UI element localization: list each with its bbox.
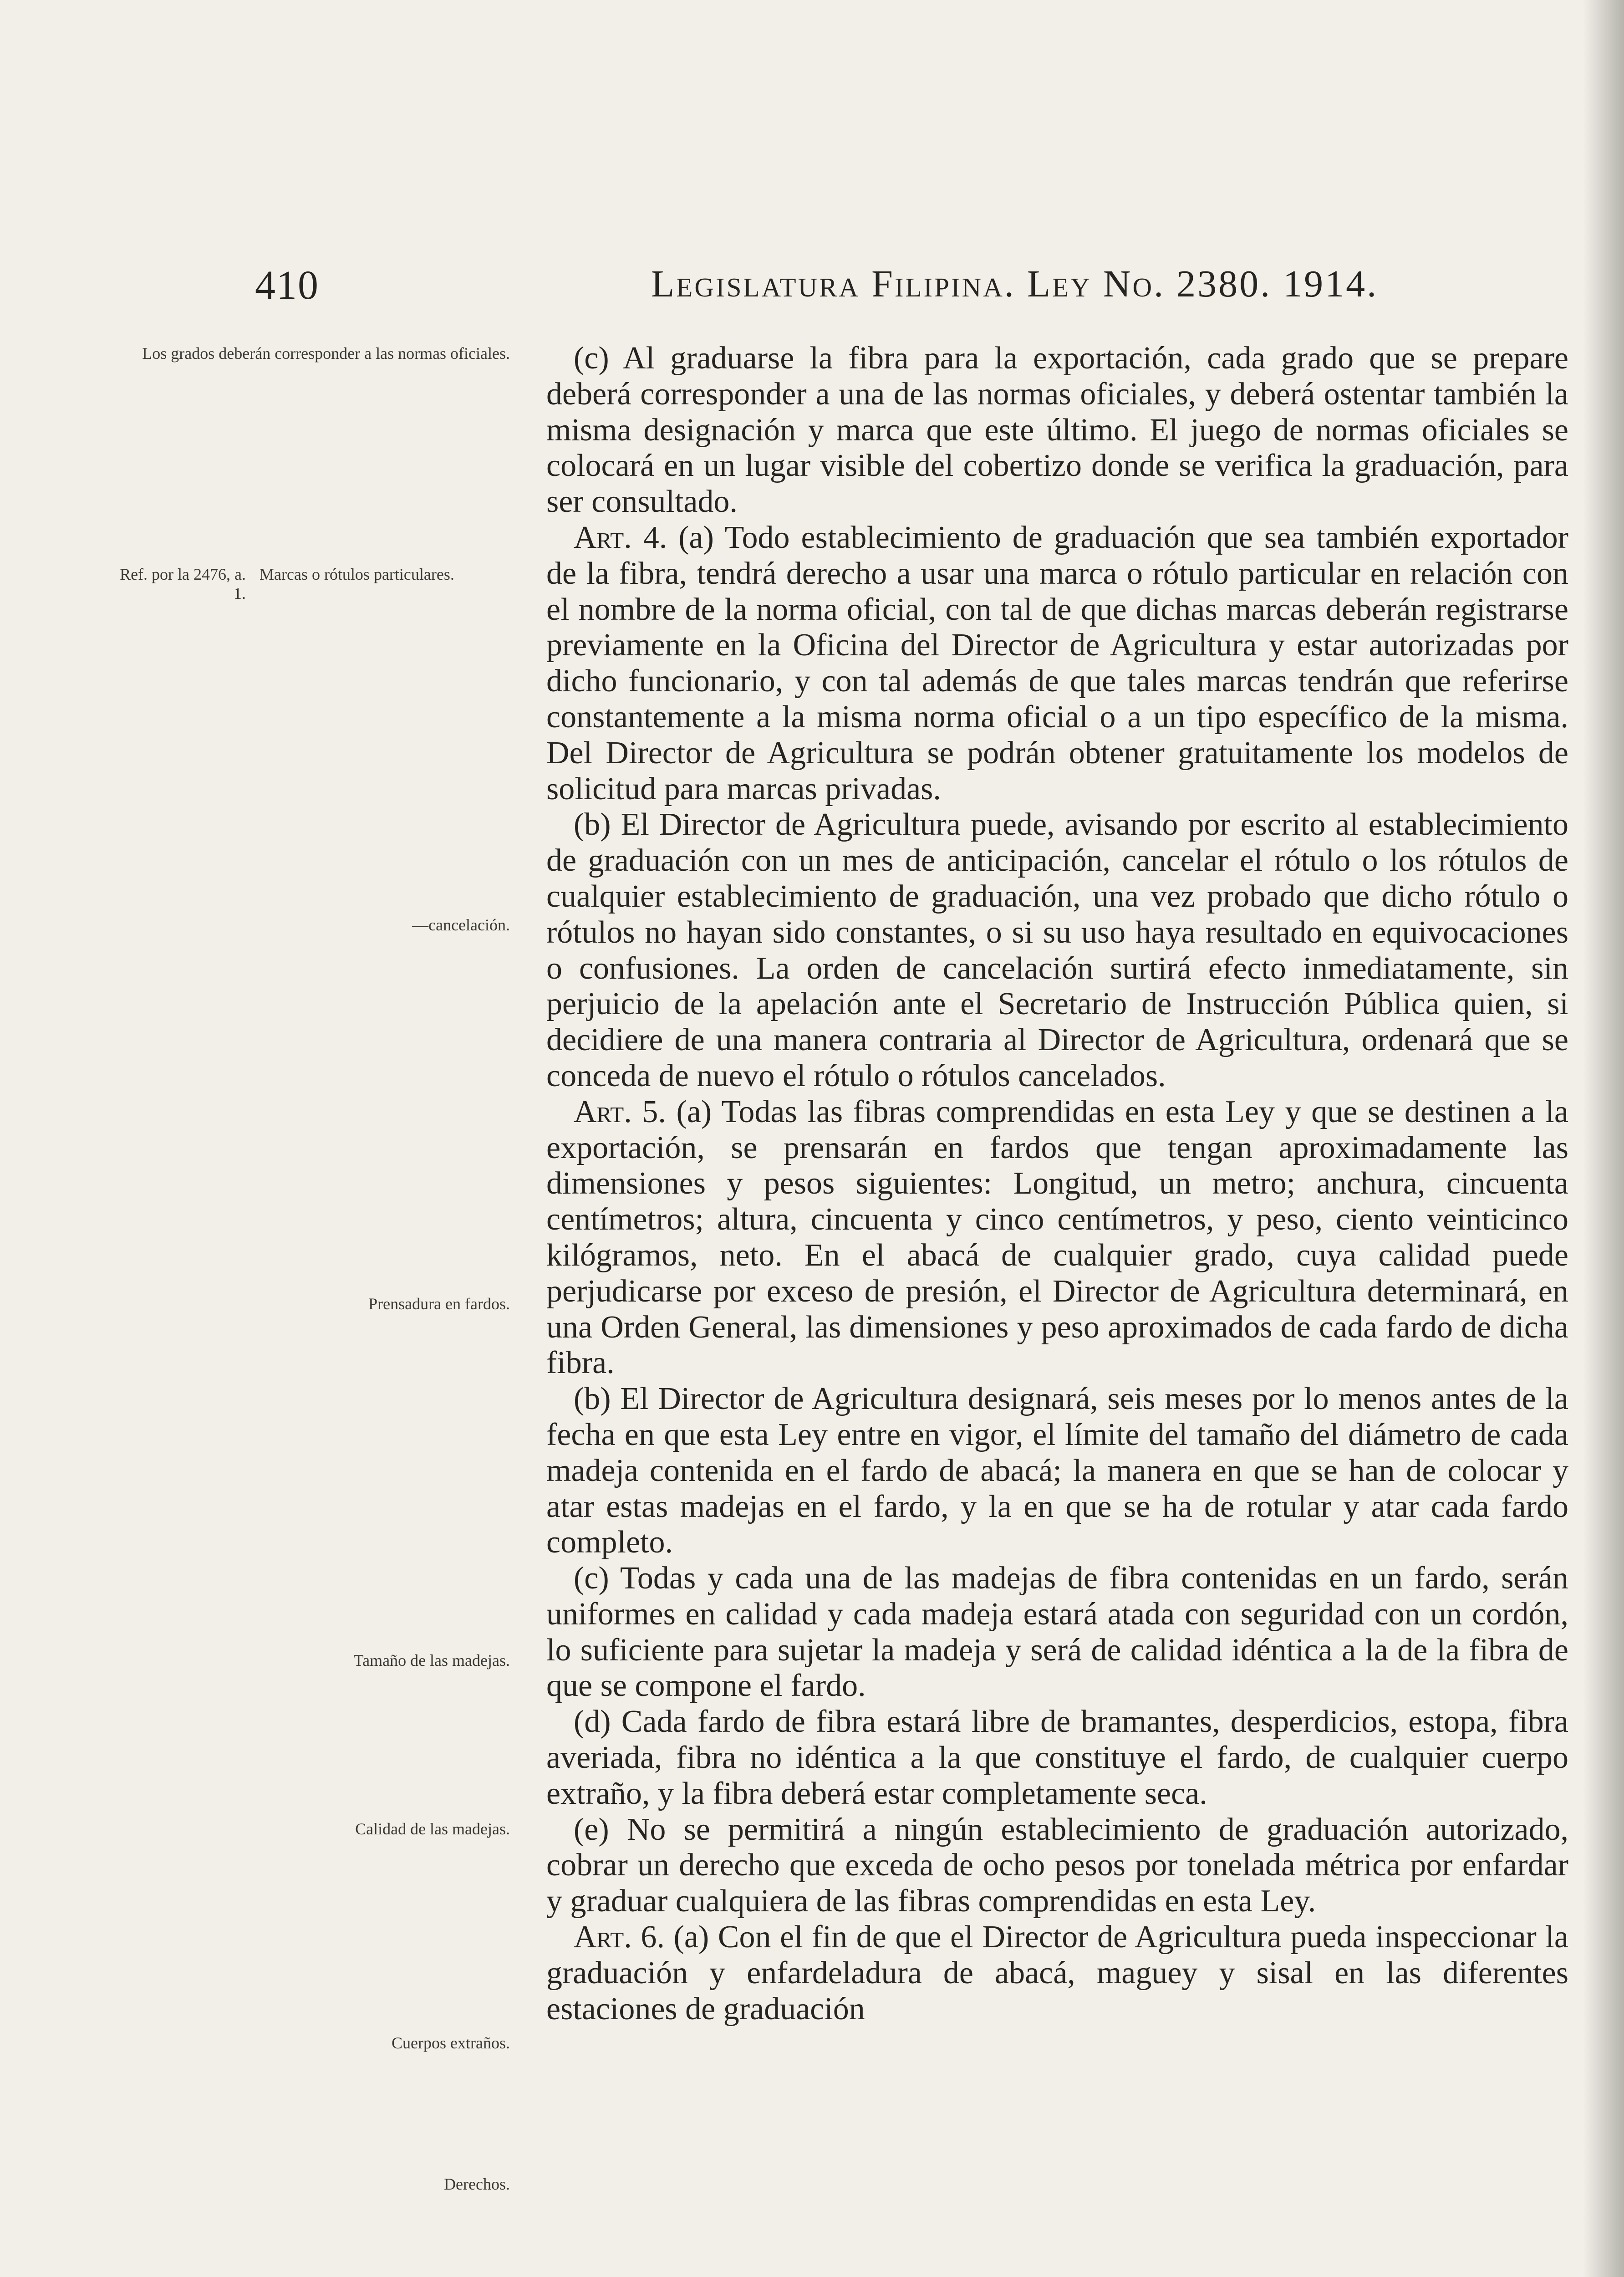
article-label: Art. 4. [574,520,667,555]
paragraph-5e-derechos: (e) No se permitirá a ningún establecimiento de graduación autorizado, cobrar un derecho que exceda de ocho pesos por tonelada métrica por enfardar y graduar cualquiera de las fibras comprendidas en esta Ley. [546,1812,1568,1919]
margin-note-cuerpos: Cuerpos extraños. [392,2034,510,2052]
article-label: Art. 5. [574,1094,666,1129]
page-number: 410 [255,263,319,308]
paragraph-art-5a: Art. 5. (a) Todas las fibras comprendidas en esta Ley y que se destinen a la exportación, se prensarán en fardos que tengan aproximadamente las dimensiones y pesos siguientes: Longitud, un metro; anchura, cincuenta centímetros; altura, cincuenta y cinco centímetros, y peso, ciento veinticinco kilógramos, neto. En el abacá de cualquier grado, cuya calidad puede perjudicarse por exceso de presión, el Director de Agricultura determinará, en una Orden General, las dimensiones y peso aproximados de cada fardo de dicha fibra. [546,1094,1568,1381]
paragraph-art-4a: Art. 4. (a) Todo establecimiento de graduación que sea también exportador de la fibra, tendrá derecho a usar una marca o rótulo particular en relación con el nombre de la norma oficial, con tal de que dichas marcas deberán registrarse previamente en la Oficina del Director de Agricultura y estar autorizadas por dicho funcionario, y con tal además de que tales marcas tendrán que referirse constantemente a la misma norma oficial o a un tipo específico de la misma. Del Director de Agricultura se podrán obtener gratuitamente los modelos de solicitud para marcas privadas. [546,520,1568,807]
article-label: Art. 6. [574,1920,665,1955]
margin-note-tamano: Tamaño de las madejas. [353,1651,510,1669]
margin-note-ref [109,565,510,603]
running-head: Legislatura Filipina. Ley No. 2380. 1914. [651,263,1379,305]
margin-note-ref-right: Marcas o rótulos particulares. [260,565,454,583]
paragraph-art-6a: Art. 6. (a) Con el fin de que el Director de Agricultura pueda inspeccionar la graduación y enfardeladura de abacá, maguey y sisal en las diferentes estaciones de graduación [546,1920,1568,2027]
paragraph-4b-cancelacion: (b) El Director de Agricultura puede, avisando por escrito al establecimiento de graduación con un mes de anticipación, cancelar el rótulo o los rótulos de cualquier establecimiento de graduación, una vez probado que dicho rótulo o rótulos no hayan sido constantes, o si su uso haya resultado en equivocaciones o confusiones. La orden de cancelación surtirá efecto inmediatamente, sin perjuicio de la apelación ante el Secretario de Instrucción Pública quien, si decidiere de una manera contraria al Director de Agricultura, ordenará que se conceda de nuevo el rótulo o rótulos cancelados. [546,807,1568,1093]
margin-note-derechos: Derechos. [444,2175,510,2193]
margin-note-calidad: Calidad de las madejas. [355,1820,510,1838]
page-edge-shadow [1583,0,1624,2277]
body-text [546,341,1568,2027]
margin-note-ref-left: Ref. por la 2476, a. 1. [120,565,246,602]
paragraph-c-normas: (c) Al graduarse la fibra para la exportación, cada grado que se prepare deberá corresponder a una de las normas oficiales, y deberá ostentar también la misma designación y marca que este último. El juego de normas oficiales se colocará en un lugar visible del cobertizo donde se verifica la graduación, para ser consultado. [546,341,1568,520]
margin-note-normas: Los grados deberán corresponder a las normas oficiales. [142,344,510,362]
paragraph-5c-calidad: (c) Todas y cada una de las madejas de fibra contenidas en un fardo, serán uniformes en calidad y cada madeja estará atada con seguridad con un cordón, lo suficiente para sujetar la madeja y será de calidad idéntica a la de la fibra de que se compone el fardo. [546,1561,1568,1704]
margin-note-prensadura: Prensadura en fardos. [368,1295,510,1313]
margin-note-cancelacion: —cancelación. [412,916,510,934]
page-header [255,262,1521,312]
paragraph-5b-madejas: (b) El Director de Agricultura designará, seis meses por lo menos antes de la fecha en que esta Ley entre en vigor, el límite del tamaño del diámetro de cada madeja contenida en el fardo de abacá; la manera en que se han de colocar y atar estas madejas en el fardo, y la en que se ha de rotular y atar cada fardo completo. [546,1381,1568,1560]
paragraph-5d-cuerpos: (d) Cada fardo de fibra estará libre de bramantes, desperdicios, estopa, fibra averiada, fibra no idéntica a la que constituye el fardo, de cualquier cuerpo extraño, y la fibra deberá estar completamente seca. [546,1704,1568,1811]
